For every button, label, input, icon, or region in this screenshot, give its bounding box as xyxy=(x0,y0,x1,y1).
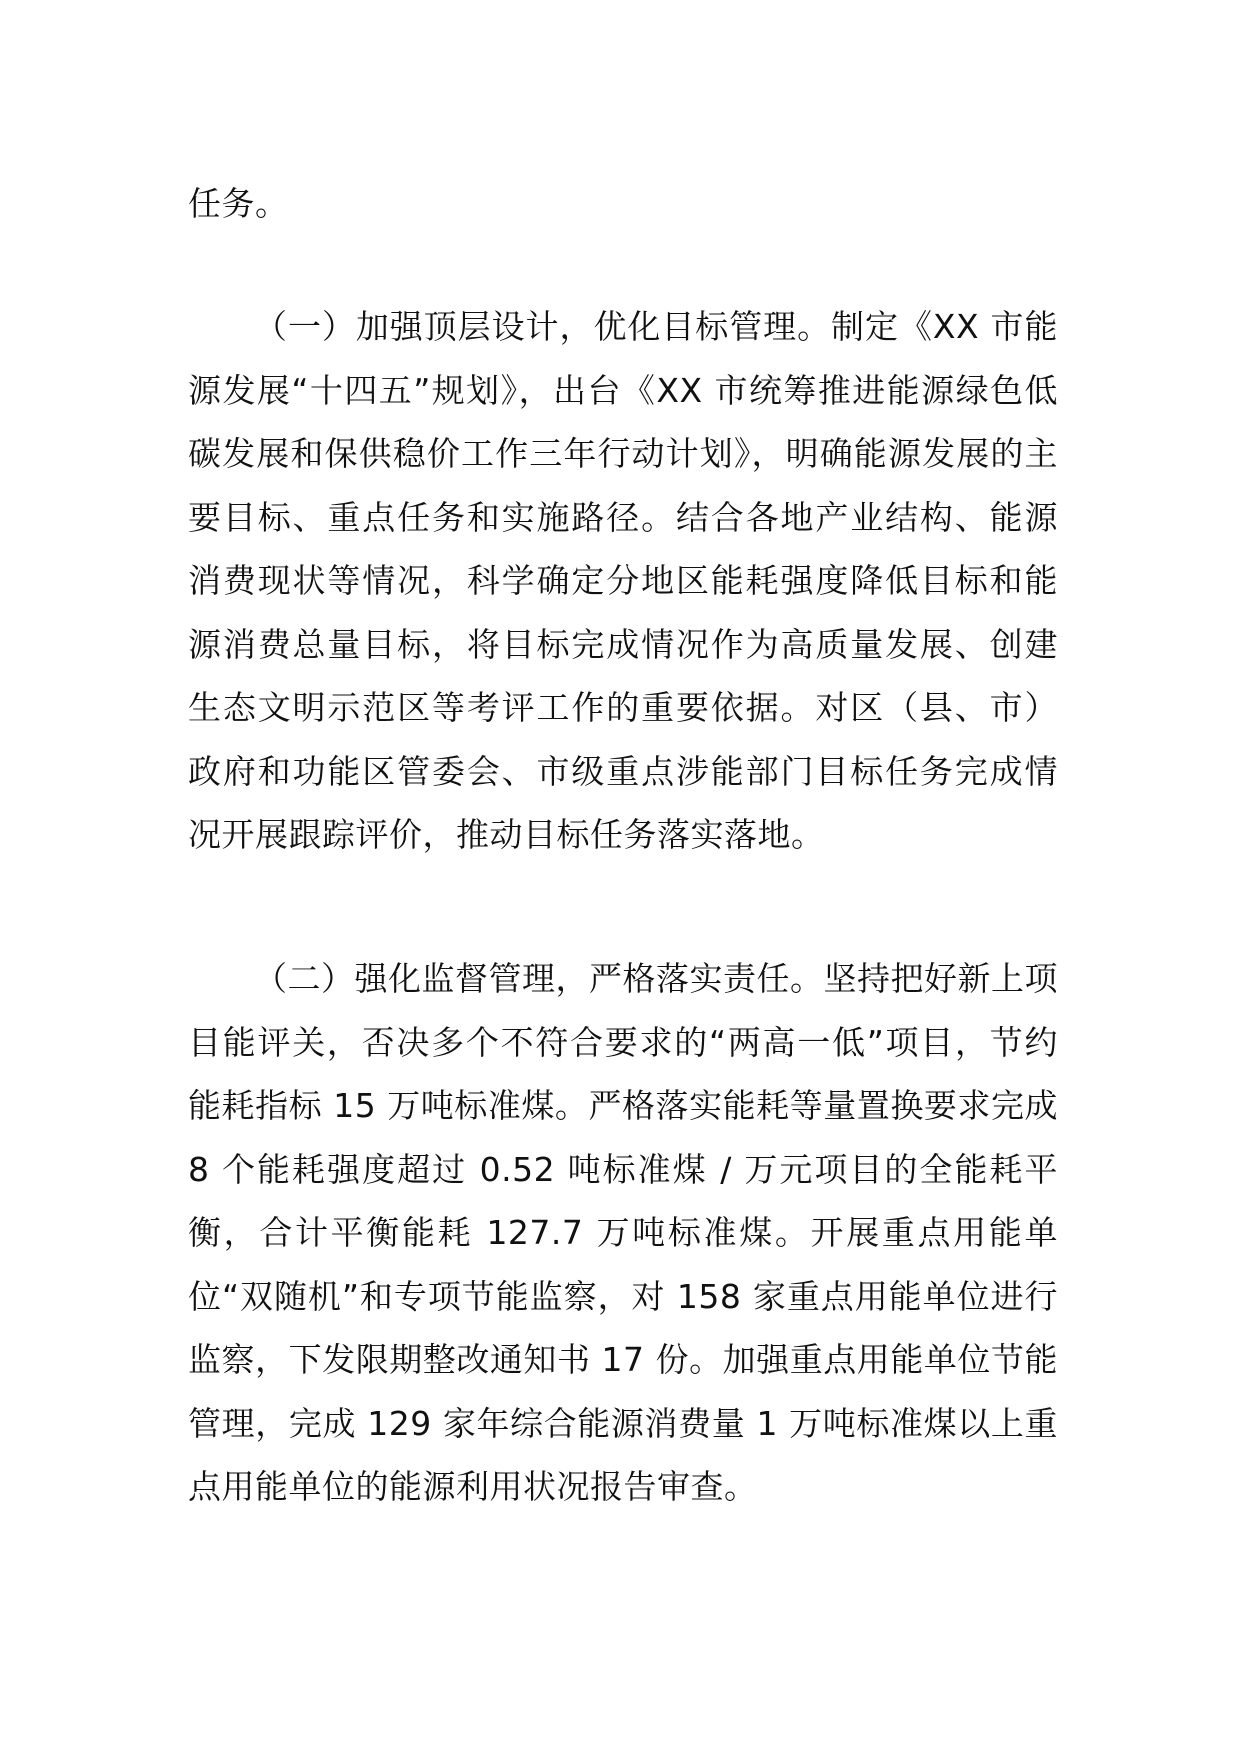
paragraph-top-level-design: （一）加强顶层设计，优化目标管理。制定《XX 市能源发展“十四五”规划》，出台《XX 市统筹推进能源绿色低碳发展和保供稳价工作三年行动计划》，明确能源发展的主要目标、重点任务和实施路径。结合各地产业结构、能源消费现状等情况，科学确定分地区能耗强度降低目标和能源消费总量目标，将目标完成情况作为高质量发展、创建生态文明示范区等考评工作的重要依据。对区（县、市）政府和功能区管委会、市级重点涉能部门目标任务完成情况开展跟踪评价，推动目标任务落实落地。 xyxy=(188,307,1058,854)
paragraph-supervision-management: （二）强化监督管理，严格落实责任。坚持把好新上项目能评关，否决多个不符合要求的“两高一低”项目，节约能耗指标 15 万吨标准煤。严格落实能耗等量置换要求完成 8 个能耗强度超过 0.52 吨标准煤 / 万元项目的全能耗平衡，合计平衡能耗 127.7 万吨标准煤。开展重点用能单位“双随机”和专项节能监察，对 158 家重点用能单位进行监察，下发限期整改通知书 17 份。加强重点用能单位节能管理，完成 129 家年综合能源消费量 1 万吨标准煤以上重点用能单位的能源利用状况报告审查。 xyxy=(188,959,1058,1506)
continuation-text: 任务。 xyxy=(188,184,289,223)
